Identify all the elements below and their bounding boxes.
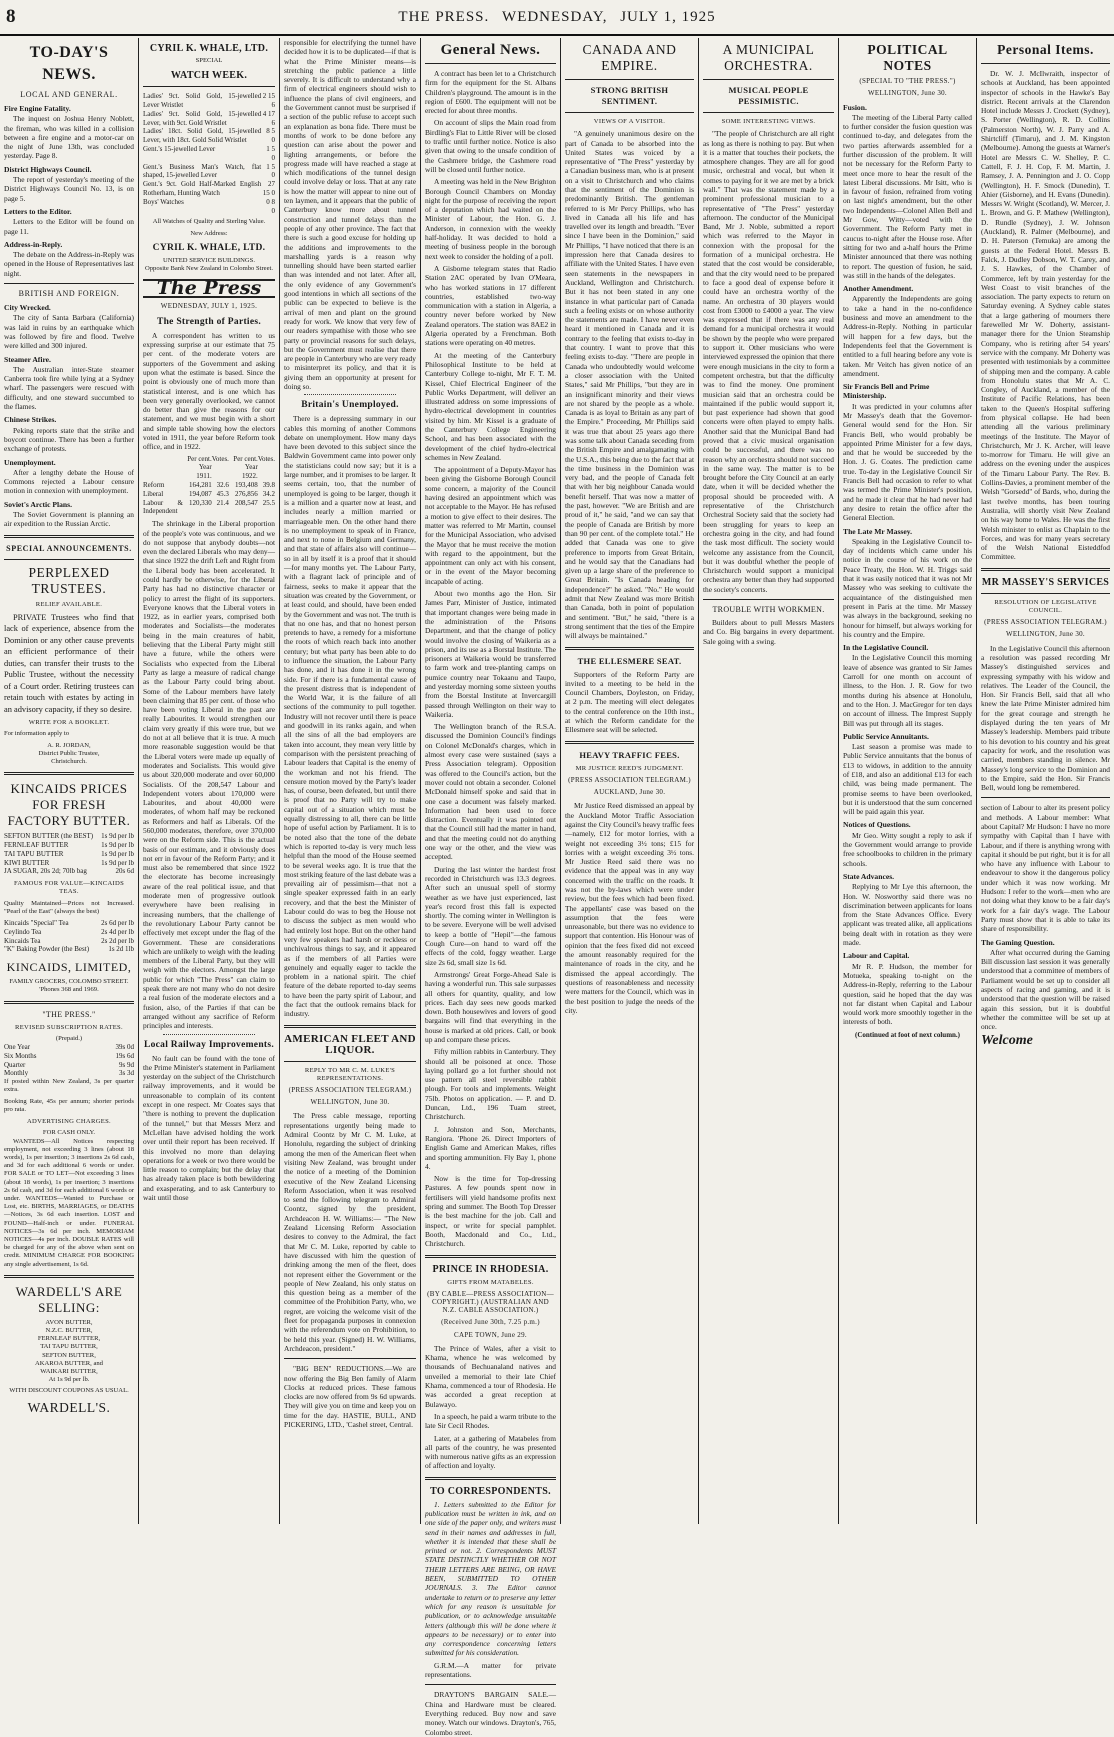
railway-continued: responsible for electrifying the tunnel have decided how it is to be duplicated—if that is what the Prime Minister means—is stretching the public patience a little severely. It is difficult to understand why a firm of electrical engineers should wish to influence the plans of civil engineers, and the Government cannot must be surprised if a section of the public refuse to accept such an explanation as bona fide. There must be months of work to be done before any question can arise about the power and lighting arrangements, or before the progress made will have reached a stage at which modifications of the tunnel design could involve delay or loss. That at any rate is how the matter will appear to nine out of ten laymen, and it appears that the public of Canterbury know more about tunnel construction and tunnel delays than the people of any other province. The fact that there is such a good excuse for holding up the additions and improvements to the marshalling yards is a reason why tunnelling should have been started earlier than was intended and not later. After all, the only evidence of any Government's good intentions in which all sections of the public can be expected to believe is the arrival of men and plant on the ground ready for work. We know that very few of our readers sympathise with those who see party or provincial reasons for such delays, but the Government must realise that there are people in Canterbury who are very ready to misinterpret its policy, and that it is giving them an opportunity at present for doing so. xyxy=(284,38,416,391)
wardells-title: WARDELL'S ARE SELLING: xyxy=(15,1283,123,1315)
rhodesia-title: PRINCE IN RHODESIA. xyxy=(432,1263,549,1275)
foreign-news-list xyxy=(4,303,134,529)
watch-row-value: 4 17 6 xyxy=(262,109,275,127)
teas-note: Quality Maintained—Prices not Increased. "Pearl of the East" (always the best) xyxy=(4,899,134,915)
rate-row-value: 3s 3d xyxy=(119,1069,134,1078)
advertising-body: WANTEDS—All Notices respecting employment, not exceeding 3 lines (about 18 words), 1s per insertion; 3 insertions 2s 6d cash, and 3d for each additional 6 words or under. FOR SALE or TO LET—Not exceeding 3 lines (about 18 words), 1s per insertion; 3 insertions 2s 6d cash, and 3d for each additional 6 words or under. WANTEDS—Wanted to Purchase or Lost, etc. BIRTHS, MARRIAGES, or DEATHS—Notices, 3s 6d each insertion. LOST and FOUND—Half-inch or under. FUNERAL NOTICES—3s 6d per inch. MEMORIAM NOTICES—4s per inch. DOUBLE RATES will be charged for any of the above when sent on credit. MINIMUM CHARGE FOR BOOKING any single advertisement, 1s 6d. xyxy=(4,1137,134,1268)
correspondents-title: TO CORRESPONDENTS. xyxy=(430,1485,551,1497)
leader-paragraph-1: A correspondent has written to us expressing surprise at our estimate that 75 per cent. of the moderate voters are supporters of the Government and asking upon what the estimate is based. Since the point is obviously one of much more than statistical interest, and is one which has been very generally overlooked, we cannot do better than give the reasons for our statement, and we must begin with a short and simple table showing how the electors voted in 1911, the year before Reform took office, and in 1922. xyxy=(143,330,275,452)
rate-row-value: 19s 6d xyxy=(115,1051,134,1060)
whale-name-2: CYRIL K. WHALE, LTD. xyxy=(152,242,266,253)
local-item-title: Fire Engine Fatality. xyxy=(4,104,71,113)
butter-row-label: KIWI BUTTER xyxy=(4,858,50,867)
rate-row-label: Quarter xyxy=(4,1060,26,1069)
foreign-item-title: Chinese Strikes. xyxy=(4,415,57,425)
rates-prepaid: (Prepaid.) xyxy=(55,1034,83,1042)
write-booklet: WRITE FOR A BOOKLET. xyxy=(28,719,110,727)
local-item-title: Letters to the Editor. xyxy=(4,206,72,216)
election-header-cell: Votes. xyxy=(257,454,275,463)
fusion-title: Fusion. xyxy=(843,102,867,112)
butter-row-label: TAI TAPU BUTTER xyxy=(4,849,64,858)
drayton-ad: DRAYTON'S BARGAIN SALE.—China and Hardware must be cleared. Everything reduced. Buy now and save money. Watch our windows. Drayton's, 765, Colombo street. xyxy=(425,1690,556,1737)
election-row xyxy=(143,481,275,490)
tea-row xyxy=(4,945,134,954)
council-body: In the Legislative Council this morning leave of absence was granted to Sir James Carroll for one month on account of illness, to the Hon. J. R. Gow for two months during his absence at Honolulu, and to the Hon. J. MacGregor for ten days on account of illness. The Imprest Supply Bill was put through all its stages. xyxy=(843,653,972,728)
trouble-title: TROUBLE WITH WORKMEN. xyxy=(712,605,825,615)
column-6 xyxy=(698,38,838,1524)
watch-row-value: 27 15 0 xyxy=(262,180,275,197)
perplexed-trustees-title: PERPLEXED TRUSTEES. xyxy=(28,564,110,596)
late-massey-title: The Late Mr Massey. xyxy=(843,526,913,536)
rates-press-title: "THE PRESS." xyxy=(42,1009,96,1019)
butter-row-value: 20s 6d xyxy=(115,867,134,876)
butter-row xyxy=(4,832,134,841)
local-item-body: Letters to the Editor will be found on page 11. xyxy=(4,217,134,236)
labour-continued: section of Labour to alter its present policy and methods. A Labour member: What about Capital? Mr Hudson: I have no more sympathy with Capital than I have with Labour, and if there is anything wrong with capital it should be put right, but it is for all who have any influence with Labour to endeavour to show it the dangerous policy under which it was now working. Mr Hudson: I refer to the work—men who are not doing what they know to be a fair day's work for a fair day's wage. The Labour Party must show that it is able to take its share of responsibility. xyxy=(981,803,1110,934)
general-news-p2: On account of slips the Main road from Birdling's Flat to Little River will be closed to traffic until further notice. Notice is also given that owing to the unsafe condition of the Cashmere bridge, the Cashmere road will be closed until further notice. xyxy=(425,118,556,174)
general-news-p7: About two months ago the Hon. Sir James Parr, Minister of Justice, intimated that important changes were being made in the administration of the Prisons Department, and that the change of policy would involve the closing of Waikeria as a prison, and its use as a Borstal Institute. The prisoners at Waikeria would be transferred to farm work and tree-planting camps on pumice country near Tokaanu and Taupo, and yesterday morning some sixteen youths from the Borstal Institute at Invercargill passed through Wellington on their way to Waikeria. xyxy=(425,589,556,719)
butter-row-value: 1s 9d per lb xyxy=(101,832,134,841)
watch-row xyxy=(143,163,275,181)
wardells-item: FERNLEAF BUTTER, xyxy=(37,1335,101,1343)
butter-row xyxy=(4,841,134,850)
election-cell: 34.2 xyxy=(262,489,275,498)
fleet-agency: (PRESS ASSOCIATION TELEGRAM.) xyxy=(288,1085,412,1094)
tea-row-value: 2s 6d per lb xyxy=(101,919,134,928)
relief-available: RELIEF AVAILABLE. xyxy=(35,600,103,608)
whale-buildings: UNITED SERVICE BUILDINGS. xyxy=(163,256,255,264)
foreign-item-title: Steamer Afire. xyxy=(4,354,51,364)
canada-subheading: STRONG BRITISH SENTIMENT. xyxy=(590,85,669,106)
trouble-body: Builders about to pull Messrs Masters and Co. Big bargains in every department. Sale going with a swing. xyxy=(703,618,834,646)
butter-row-label: JA SUGAR, 20s 2d; 70lb bag xyxy=(4,867,87,876)
leader-title: The Strength of Parties. xyxy=(156,316,262,327)
orchestra-subheading: MUSICAL PEOPLE PESSIMISTIC. xyxy=(728,85,809,106)
orchestra-views: SOME INTERESTING VIEWS. xyxy=(721,118,816,125)
watch-row-value: 1 5 0 xyxy=(266,162,275,180)
subscription-rates-table xyxy=(4,1043,134,1078)
massey-services-body: In the Legislative Council this afternoon a resolution was passed recording Mr Massey's distinguished services and expressing sympathy with his widow and relatives. The Leader of the Council, the Hon. Sir Francis Bell, said that all who knew the late Prime Minister admired him for the great courage and strength he displayed during the ten years of Mr Massey's leadership. Members paid tribute to his devotion to his country and his great capacity for work, and the resolution was carried, members standing in silence. Mr Massey's long service to the Dominion and to the Empire, said the Hon. Sir Francis Bell, would long be remembered. xyxy=(981,643,1110,793)
column-3 xyxy=(279,38,420,1524)
watch-row xyxy=(143,198,275,216)
traffic-agency: (PRESS ASSOCIATION TELEGRAM.) xyxy=(568,775,691,784)
butter-row-value: 1s 9d per lb xyxy=(101,849,134,858)
massey-services-title: MR MASSEY'S SERVICES xyxy=(981,576,1110,588)
watch-row xyxy=(143,145,275,163)
general-news-p6: The appointment of a Deputy-Mayor has been giving the Gisborne Borough Council some concern, a majority of the Council having desired an appointment which was not acceptable to the Mayor. He has refused a motion to give effect to their desires. The matter was referred to Mr Martin, counsel for the Municipal Association, who advised the Mayor that he must receive the motion with regard to the appointment, but the appointment can only act with his consent, or in the event of the Mayor becoming incapable of acting. xyxy=(425,465,556,586)
rhodesia-subtitle: GIFTS FROM MATABELES. xyxy=(447,1278,534,1286)
political-agency: (SPECIAL TO "THE PRESS.") xyxy=(859,77,956,85)
correspondents-gr: G.R.M.—A matter for private representations. xyxy=(425,1660,556,1680)
butter-row-label: SEFTON BUTTER (the BEST) xyxy=(4,832,94,841)
weekday: WEDNESDAY, xyxy=(502,9,608,25)
tea-row-value: 2s 2d per lb xyxy=(101,936,134,945)
kincaids-limited: KINCAIDS, LIMITED, xyxy=(6,960,132,975)
foreign-item-body: The Australian inter-State steamer Canberra took fire while lying at a Sydney wharf. The passengers were rescued with difficulty, and one steward succumbed to the flames. xyxy=(4,364,134,412)
watch-row xyxy=(143,110,275,128)
teas-heading: FAMOUS FOR VALUE—KINCAIDS TEAS. xyxy=(13,880,125,896)
general-news-p12: J. Johnston and Son, Merchants, Rangiora. 'Phone 26. Direct Importers of English Game and American Makes, rifles and sporting ammunition. Fly Bay 1, phone 4. xyxy=(425,1124,556,1171)
column-4 xyxy=(420,38,560,1737)
watch-row-value: 0 8 0 xyxy=(266,197,275,215)
tea-row-label: Kincaids Tea xyxy=(4,936,41,945)
rate-row xyxy=(4,1052,134,1061)
bell-body: It was predicted in your columns after Mr Massey's death that the Governor-General would send for the Hon. Sir Francis Bell, who would probably be appointed Prime Minister for a few days, and that he would be succeeded by the Hon. J. G. Coates. The prediction came true. To-day in the Legislative Council Sir Francis Bell had occasion to refer to what was termed the Prime Minister's position, and he made it clear that he had never had any desire to retain the office after the General Election. xyxy=(843,401,972,523)
state-advances-title: State Advances. xyxy=(843,871,895,881)
wardells-item: AKAROA BUTTER, and xyxy=(35,1359,103,1367)
rate-row-value: 9s 9d xyxy=(119,1060,134,1069)
wardells-list xyxy=(4,1319,134,1385)
watch-row-value: 8 5 0 xyxy=(266,127,275,145)
traffic-subtitle: MR JUSTICE REED'S JUDGMENT. xyxy=(575,764,684,772)
council-title: In the Legislative Council. xyxy=(843,643,929,653)
general-news-p1: A contract has been let to a Christchurch firm for the equipment for the St. Albans Children's playground. The amount is in the region of £600. The equipment will not be erected for about three months. xyxy=(425,69,556,116)
info-apply: For information apply to xyxy=(4,730,70,738)
notices-title: Notices of Questions. xyxy=(843,820,911,830)
continued-note: (Continued at foot of next column.) xyxy=(855,1030,960,1039)
watch-row xyxy=(143,92,275,110)
massey-agency: (PRESS ASSOCIATION TELEGRAM.) xyxy=(984,618,1107,627)
watch-row-label: Gent.'s 15-jewelled Lever xyxy=(143,144,216,153)
special-announcements-heading: SPECIAL ANNOUNCEMENTS. xyxy=(6,543,132,553)
wardells-sign: WARDELL'S. xyxy=(27,1399,111,1415)
foreign-item-body: The city of Santa Barbara (California) was laid in ruins by an earthquake which was followed by fire and flood. Twelve were killed and 300 injured. xyxy=(4,313,134,351)
election-cell: 32.6 xyxy=(216,481,229,490)
unemployed-title: Britain's Unemployed. xyxy=(301,400,399,411)
watch-row xyxy=(143,180,275,198)
masthead xyxy=(0,0,1114,36)
canada-body: "A genuinely unanimous desire on the part of Canada to be absorbed into the United States was voiced by a representative of "The Press" yesterday by a Canadian business man, who is at present on a visit to Christchurch and who claims that the sentiment of the Dominion is predominantly British. The gentleman referred to is Mr Percy Phillips, who has lived in Canada all his life and has travelled over its length and breadth. "Ever since I have been in the Dominion," said Mr Phillips, "I have noticed that there is an impression here that Canada desires to affiliate with the United States. I have even seen statements in the newspapers in Auckland, Wellington and Christchurch. But it has not been stated in any one instance in what particular part of Canada such a feeling exists or on whose authority the statements are made. I have never even heard it mentioned in Canada and it is contrary to the feeling that exists to-day in that country. I want to prove that this feeling exists to-day. "There are people in Canada who undoubtedly would welcome a closer association with the United States," said Mr Phillips, "but they are in an insignificant minority and their views are not shared by the people as a whole. Canada is as loyal to Britain as any part of the Empire." Proceeding, Mr Phillips said it was true that about 25 years ago there was some talk about Canada seceding from the British Empire and amalgamating with the U.S.A., this being due to the fact that at the time business in the Dominion was very bad, and the people of Canada felt that with her big neighbour Canada would benefit herself. That was now a matter of the past, however. "We are British and are proud of it," he said, "and we can say that the people of Canada are British by more than 90 per cent. of the complete total." He added that Canada was one to give preference to imports from Great Britain, and he would say that the Canadians had given up a large share of the preference to Great Britain. "Is Canada heading for independence?" he asked. "No." He would admit that New Zealand was more British than Canada, both in point of population and sentiment. "But," he said, "there is a strong sentiment that the ties of the Empire will always be maintained." xyxy=(565,129,694,641)
tea-row-label: Kincaids "Special" Tea xyxy=(4,919,69,928)
trustee-name: A. R. JORDAN, xyxy=(47,741,91,749)
general-news-p9: During the last winter the hardest frost recorded in Christchurch was 13.3 degrees. After such an unusual spell of stormy weather as we have just experienced, last year's record frost this fall is expected shortly. The coming winter in Wellington is to be severe. Everyone will be well advised to keep a bottle of "Hepil"—the famous Cough Cure—on hand to ward off the effects of the cold, foggy weather. Large size 2s 6d, small size 1s 6d. xyxy=(425,864,556,967)
another-amendment-title: Another Amendment. xyxy=(843,284,914,294)
political-dateline: WELLINGTON, June 30. xyxy=(868,89,947,98)
rate-row xyxy=(4,1043,134,1052)
canada-heading: CANADA AND EMPIRE. xyxy=(582,42,677,73)
kincaids-phones: 'Phones 368 and 1969. xyxy=(39,986,99,994)
election-cell: 164,281 xyxy=(188,481,212,490)
tea-row xyxy=(4,928,134,937)
page-number: 8 xyxy=(6,6,16,27)
watch-row-label: Boys' Watches xyxy=(143,197,184,206)
labour-capital-body: Mr R. P. Hudson, the member for Motueka, speaking to-night on the Address-in-Reply, referring to the Labour question, said he hoped that the day was not far distant when Capital and Labour would work more smoothly together in the interests of both. xyxy=(843,961,972,1027)
election-header-cell: Per cent. Year 1911. xyxy=(187,454,212,481)
gaming-body: After what occurred during the Gaming Bill discussion last session it was generally understood that a committee of members of Parliament would be set up to consider all aspects of racing and gaming, and it is understood that the question will be raised again this session, but it is doubtful whether the committee will be set up at once. xyxy=(981,947,1110,1032)
watch-price-table xyxy=(143,92,275,215)
paper-name: THE PRESS. xyxy=(398,9,490,25)
advertising-heading: ADVERTISING CHARGES. xyxy=(27,1118,111,1126)
canada-views: VIEWS OF A VISITOR. xyxy=(593,118,666,125)
wardells-item: TAI TAPU BUTTER, xyxy=(40,1343,98,1351)
local-news-list xyxy=(4,104,134,278)
trustee-city: Christchurch. xyxy=(51,758,87,766)
tea-row-label: "K" Baking Powder (the Best) xyxy=(4,945,90,954)
ellesmere-body: Supporters of the Reform Party are invited to a meeting to be held in the Council Chambers, Doyleston, on Friday, at 2 p.m. The meeting will elect delegates to the central conference on the 10th inst., at which the Reform candidate for the Ellesmere seat will be selected. xyxy=(565,669,694,735)
foreign-item-body: After a lengthy debate the House of Commons rejected a Labour censure motion in connexion with unemployment. xyxy=(4,467,134,496)
column-1 xyxy=(0,38,138,1524)
election-cell: 39.8 xyxy=(262,481,275,490)
general-news-heading: General News. xyxy=(440,42,541,58)
election-cell: Liberal xyxy=(143,489,164,498)
whale-special: SPECIAL xyxy=(195,57,223,64)
watch-row-label: Ladies' 18ct. Solid Gold, 15-jewelled Lever, with 18ct. Gold Solid Wristlet xyxy=(143,127,262,145)
rate-row-label: Monthly xyxy=(4,1069,29,1078)
notices-body: Mr Geo. Witty sought a reply to ask if the Government would arrange to provide free schoolbooks to children in the primary schools. xyxy=(843,830,972,868)
labour-capital-title: Labour and Capital. xyxy=(843,951,910,961)
election-cell: 21.4 xyxy=(216,498,229,507)
traffic-body: Mr Justice Reed dismissed an appeal by the Auckland Motor Traffic Association against the City Council's heavy traffic fees—namely, £12 for motor lorries, with a weight not exceeding 3½ tons; £15 for lorries with a weight exceeding 3½ tons. Mr Justice Reed said there was no evidence that the appeal was in any way concerned with the traffic on the roads. It was not the by-laws which were under review, but the fees which had been fixed. The appellants' case was based on the assumption that the fees were unreasonable, but there was no evidence to support that contention. His Honour was of opinion that the fees fixed did not exceed the amount reasonably required for the maintenance of roads in the city, and he dismissed the appeal accordingly. The questions of reasonableness and necessity were matters for the Council, which was in the best position to judge the needs of the city. xyxy=(565,801,694,1015)
another-amendment-body: Apparently the Independents are going to take a hand in the no-confidence business and move an amendment to the Address-in-Reply. Nothing in particular will happen for a few days, but the Independents feel that the Government is entitled to a full hearing before any vote is taken. Mr Veitch has given notice of an amendment. xyxy=(843,294,972,378)
personal-items-heading: Personal Items. xyxy=(997,42,1094,57)
rates-heading: REVISED SUBSCRIPTION RATES. xyxy=(15,1023,123,1031)
election-cell: 120,330 xyxy=(188,498,212,507)
fleet-title: AMERICAN FLEET AND LIQUOR. xyxy=(284,1032,416,1056)
masthead-title xyxy=(0,9,1114,26)
tea-row-value: 2s 4d per lb xyxy=(101,927,134,936)
tea-row-value: 1s 2d 1lb xyxy=(108,945,134,954)
election-cell: 194,087 xyxy=(188,489,212,498)
foreign-item-body: Peking reports state that the strike and boycott continue. There has been a further exchange of protests. xyxy=(4,425,134,454)
traffic-title: HEAVY TRAFFIC FEES. xyxy=(579,749,680,760)
general-news-p11: Fifty million rabbits in Canterbury. They should all be poisoned at once. Those laying pollard go a lot further should not use pattern all steel reversible rabbit plough. For tools and implements. Weight 75lb. Photos on application. — P. and D. Duncan, Ltd., 196 Tuam street, Christchurch. xyxy=(425,1047,556,1122)
late-massey-body: Speaking in the Legislative Council to-day of incidents which came under his notice in the course of his work on the Peace Treaty, the Hon. W. H. Triggs said that it was easily noticed that it was not Mr Massey who was seeking to cultivate the acquaintance of the distinguished men present in Paris at the time. Mr Massey was always in the background, seeking no honour for himself, but always working for his country and the Empire. xyxy=(843,536,972,639)
tea-row-label: Ceylindo Tea xyxy=(4,927,42,936)
watch-row-label: Gent.'s Business Man's Watch, flat shaped, 15-jewelled Lever xyxy=(143,162,262,180)
big-ben-ad: "BIG BEN" REDUCTIONS.—We are now offering the Big Ben family of Alarm Clocks at reduced prices. These famous clocks are now offered from 9s 6d upwards. They will give you on time and keep you on time for the day. HASTIE, BULL, AND PICKERING, LTD., 'Cashel street, Central. xyxy=(284,1364,416,1429)
foreign-item-title: City Wrecked. xyxy=(4,303,51,313)
gaming-title: The Gaming Question. xyxy=(981,937,1055,947)
watch-row-label: Gent.'s 9ct. Gold Half-Marked English Rotherham, Hunting Watch xyxy=(143,180,262,197)
column-8 xyxy=(976,38,1114,1524)
butter-price-table xyxy=(4,832,134,876)
general-news-p3: A meeting was held in the New Brighton Borough Council Chambers on Monday night for the purpose of receiving the report of a deputation which had waited on the Minister of Labour, the Hon. G. J. Anderson, in connexion with the weekly half-holiday. It was decided to hold a meeting of business people in the borough next week to consider the holding of a poll. xyxy=(425,177,556,261)
orchestra-heading: A MUNICIPAL ORCHESTRA. xyxy=(722,42,815,73)
rates-posted: If posted within New Zealand, 3s per quarter extra. xyxy=(4,1078,134,1094)
kincaids-address: FAMILY GROCERS, COLOMBO STREET. xyxy=(9,978,129,986)
election-cell: Reform xyxy=(143,481,165,490)
tea-row xyxy=(4,937,134,946)
watch-row-label: Ladies' 9ct. Solid Gold, 15-jewelled Lever, with 9ct. Gold Wristlet xyxy=(143,109,262,127)
whale-title: CYRIL K. WHALE, LTD. xyxy=(149,43,269,54)
traffic-dateline: AUCKLAND, June 30. xyxy=(593,788,666,797)
general-news-p5: At the meeting of the Canterbury Philosophical Institute to be held at Canterbury College to-night, Mr F. T. M. Kissel, Chief Electrical Engineer of the Public Works Department, will deliver an illustrated address on some impressions of hydro-electrical development in countries visited by him. Mr Kissel is a graduate of the Canterbury College Engineering School, and has been associated with the development of the chief hydro-electrical schemes in New Zealand. xyxy=(425,350,556,462)
election-row xyxy=(143,499,275,517)
butter-row-label: FERNLEAF BUTTER xyxy=(4,841,69,850)
watch-row-value: 2 15 6 xyxy=(262,92,275,109)
wardells-item: WAIKARI BUTTER, xyxy=(40,1367,98,1375)
election-table-header xyxy=(143,455,275,481)
british-foreign-heading: BRITISH AND FOREIGN. xyxy=(18,289,120,299)
election-cell: Labour & Independent xyxy=(143,498,183,516)
rhodesia-p3: Later, at a gathering of Matabeles from all parts of the country, he was presented with numerous native gifts as an expression of affection and loyalty. xyxy=(425,1433,556,1471)
butter-row xyxy=(4,859,134,868)
rhodesia-p2: In a speech, he paid a warm tribute to the late Sir Cecil Rhodes. xyxy=(425,1411,556,1431)
cash-only: FOR CASH ONLY. xyxy=(42,1129,96,1137)
ellesmere-title: THE ELLESMERE SEAT. xyxy=(577,655,682,666)
wardells-item: At 1s 9d per lb. xyxy=(48,1376,90,1384)
column-5 xyxy=(560,38,698,1524)
massey-dateline: WELLINGTON, June 30. xyxy=(1006,630,1085,639)
public-service-body: Last season a promise was made to Public Service annuitants that the bonus of £13 to widows, in addition to the annuity of £18, and also an additional £13 for each child, was being made permanent. The promise seems to have been overlooked, but it is understood that the sum concerned will be paid again this year. xyxy=(843,742,972,817)
election-header-cell xyxy=(143,455,183,481)
election-cell: 193,408 xyxy=(235,481,258,490)
fleet-body: The Press cable message, reporting representations urgently being made to Admiral Coontz by Mr C. M. Luke, at Honolulu, regarding the subject of drinking among the men of the American fleet when visiting New Zealand, was brought under the notice of a meeting of the Dominion executive of the New Zealand Licensing Reform Association, when it was resolved to send the following telegram to Admiral Coontz, signed by the president, Archdeacon H. W. Williams:— "The New Zealand Licensing Reform Association desires to convey to the Admiral, the fact that Mr C. M. Luke, reported by cable to have discussed with him the question of drinking among the men of the fleet, does not represent either the Government or the people of New Zealand, his only status on this question being as a member of the committee of the Prohibition Party, who, we regret, are voicing the welcome visit of the fleet for propaganda purposes in connexion with the referendum vote on Prohibition, to be held this year. (Signed) H. W. Williams, Archdeacon, president." xyxy=(284,1111,416,1353)
state-advances-body: Replying to Mr Lye this afternoon, the Hon. W. Nosworthy said there was no discrimination between applicants for loans from the State Advances Office. Every applicant was treated alike, all applications being dealt with in rotation as they were made. xyxy=(843,882,972,948)
unemployed-body: There is a depressing summary in our cables this morning of another Commons debate on unemployment. How many days have been devoted to this subject since the Baldwin Government came into power only the statisticians could now say; but it is a large number, and it promises to be larger. It seems certain, too, that the number of unemployed is going to be larger, though it is a million and a quarter now at least, and includes nearly a million married or marriageable men. On the other hand there is no unemployment to speak of in France, and next to none in Belgium and Germany, and that state of affairs also will continue—so in all by itself it is a proof that it should—for many months yet. The Labour Party, with a flagrant lack of principle and of fairness, seeks to make it appear that the situation was created by the Government, or at least could, and should, have been ended by the Government and was not. The truth is that no one has, and that no honest person pretends to have, a remedy for a misfortune the roots of which reach back into another century; but what party has been able to do to influence the situation, the Labour Party has done, and it has done it in the wrong side. For if there is a fundamental cause of the present distress that is independent of the World War, it is the failure of all sections of the community to pull together. Industry will not recover until there is peace and goodwill in its ranks again, and when all the sins of all the bad employers are taken into account, they mean very little by comparison with the persistent preaching of Labour leaders that Capital is the enemy of the workman and not his friend. The censure motion moved by the Party's leader has, of course, been defeated, but until there is proof that no Party will try to make capital out of a situation which must be equally distressing to all, there can be little hope of useful action by Parliament. It is to be noted also that the tone of the debate which is reported to-day is very much less helpful than the mood of the House seemed to be several weeks ago. It is true that the most striking feature of the last debate was a prevailing air of pessimism—that not a single speaker expressed faith in an early recovery, and that the best the Minister of Labour could do was to beg the House not to discuss the subject as men would who had entirely lost hope. But on the other hand very few speakers had harsh or reckless or unchivalrous things to say, and it appeared as if the members of all Parties were genuinely and equally eager to tackle the problem in a national spirit. The chief feature of the debate reported to-day seems to have been the party spirit of Labour, and the fact that the outlook remains black for industry. xyxy=(284,414,416,1019)
rate-row xyxy=(4,1061,134,1070)
fleet-dateline: WELLINGTON, June 30. xyxy=(310,1098,390,1107)
welcome-footer: Welcome xyxy=(981,1032,1033,1048)
perplexed-body: PRIVATE Trustees who find that lack of experience, absence from the Dominion or any other cause prevents an efficient performance of their duties, can transfer their trusts to the Public Trustee, without the necessity of a Court order. Retiring trustees can retain touch with estates by acting in an advisory capacity, if they so desire. xyxy=(4,612,134,714)
local-item-title: Address-in-Reply. xyxy=(4,239,63,249)
press-banner: The Press xyxy=(143,279,275,298)
railway-body: No fault can be found with the tone of the Prime Minister's statement in Parliament yesterday on the subject of the Christchurch railway improvements, and it would be unreasonable to complain of its content except in one respect. Mr Coates says that "there is nothing to prevent the duplication of the tunnel," but that Messrs Merz and McLellan have advised holding the work over until their report has been received. If this involved no more than delaying operations for a week or two there would be little reason to complain; but the delay that has already taken place is both bewildering and exasperating, and to ask Canterbury to wait until those xyxy=(143,1053,275,1202)
foreign-item-title: Unemployment. xyxy=(4,457,56,467)
rates-booking: Booking Rate, 45s per annum; shorter periods pro rata. xyxy=(4,1097,134,1113)
whale-opposite: Opposite Bank New Zealand in Colombo Street. xyxy=(144,264,273,272)
general-news-p4: A Gisborne telegram states that Radio Station 2AC operated by Ivan O'Meara, who has worked stations in 17 different countries, established two-way communication with a station in Algeria, a country never before worked by New Zealand operators. The station was 8AE2 in Algeria operated by a Frenchman. Both stations were operating on 40 metres. xyxy=(425,263,556,348)
column-7 xyxy=(838,38,976,1524)
tea-row xyxy=(4,919,134,928)
rate-row xyxy=(4,1069,134,1078)
watch-row xyxy=(143,127,275,145)
general-news-p10: Armstrongs' Great Forge-Ahead Sale is having a wonderful run. This sale surpasses all others for quantity, quality, and low prices. Each day sees new goods marked down. Both housewives and lovers of good bargains will find that everything in the house is marked at old prices. Call, or book up and compare these prices. xyxy=(425,969,556,1044)
issue-date: JULY 1, 1925 xyxy=(620,9,716,25)
watch-row-label: Ladies' 9ct. Solid Gold, 15-jewelled Lever Wristlet xyxy=(143,92,262,109)
political-notes-heading: POLITICAL NOTES xyxy=(867,42,948,73)
orchestra-body: "The people of Christchurch are all right as long as there is nothing to pay. But when it is a matter that touches their pockets, the atmosphere changes. They are all for good music, orchestral and vocal, but when it comes to paying for it we are met by a brick wall." That was the statement made by a prominent professional musician to a representative of "The Press" yesterday afternoon. The conductor of the Municipal Band, Mr J. Noble, submitted a report which was referred to the Mayor in connexion with the proposal for the formation of a municipal orchestra. He stated that the cost would be considerable, and that the city would need to be prepared to face a good deal of expense before it could have an orchestra worthy of the name. An orchestra of 30 players would cost from £3000 to £4000 a year. The view was expressed that if there was any real demand for a municipal orchestra it would be shown by the people who were prepared to support it. Other musicians who were interviewed expressed the opinion that there were enough musicians in the city to form a competent orchestra, but that the difficulty was to find the money. One prominent musician said that an orchestra could be maintained if the public would support it, but past experience had shown that good concerts were often played to empty halls. Another said that the Municipal Band had proved that a civic musical organisation could be successful, and there was no reason why an orchestra should not succeed in the same way. The matter is to be brought before the City Council at an early date, when it will be decided whether the proposal should be proceeded with. A representative of the Christchurch Orchestral Society said that the society had been struggling for years to keep an orchestra going in the city, and had found the task most difficult. The society would welcome any assistance from the Council, but it was doubtful whether the people of Christchurch would support a municipal orchestra any better than they had supported the society's concerts. xyxy=(703,129,834,594)
butter-row xyxy=(4,867,134,876)
election-cell: 25.5 xyxy=(262,498,275,507)
bell-title: Sir Francis Bell and Prime Ministership. xyxy=(843,382,930,401)
watch-note: All Watches of Quality and Sterling Value. xyxy=(152,218,266,226)
tea-price-table xyxy=(4,919,134,954)
leader-date: WEDNESDAY, JULY 1, 1925. xyxy=(160,302,258,311)
election-cell: 208,547 xyxy=(235,498,258,507)
column-2 xyxy=(138,38,279,1524)
railway-title: Local Railway Improvements. xyxy=(143,1039,275,1050)
butter-row-value: 1s 9d per lb xyxy=(101,841,134,850)
trustee-role: District Public Trustee, xyxy=(38,749,100,757)
general-news-p8: The Wellington branch of the R.S.A. discussed the Dominion Council's findings on Colonel McDonald's charges, which in almost every case were sustained (says a Press Association telegram). Opposition was offered to the Council's action, but the mover could not obtain a seconder. Colonel McDonald himself spoke and said that in one case a document was falsely marked. Information had been used to force distraction. Eventually it was pointed out that the Council still had the matter in hand, and that the meeting could not do anything one way or the other, and the view was accepted. xyxy=(425,722,556,862)
local-item-body: The inquest on Joshua Henry Noblett, the fireman, who was killed in a collision between a fire engine and a motor-car on the night of June 13th, was concluded yesterday. Page 8. xyxy=(4,114,134,161)
election-cell: 45.3 xyxy=(216,489,229,498)
election-cell: 276,856 xyxy=(235,489,258,498)
new-address: New Address: xyxy=(190,229,228,237)
todays-news-heading: TO-DAY'S NEWS. xyxy=(29,44,109,83)
rate-row-label: One Year xyxy=(4,1043,31,1052)
election-row xyxy=(143,490,275,499)
foreign-item-body: The Soviet Government is planning an air expedition to the Russian Arctic. xyxy=(4,509,134,529)
local-general-heading: LOCAL AND GENERAL. xyxy=(20,90,118,99)
butter-row xyxy=(4,850,134,859)
local-item-body: The debate on the Address-in-Reply was opened in the House of Representatives last night. xyxy=(4,250,134,278)
wardells-discount: WITH DISCOUNT COUPONS AS USUAL. xyxy=(9,1387,129,1395)
local-item-body: The report of yesterday's meeting of the District Highways Council No. 13, is on page 5. xyxy=(4,175,134,203)
rate-row-value: 39s 0d xyxy=(115,1043,134,1052)
local-item-title: District Highways Council. xyxy=(4,164,92,174)
wardells-item: N.Z.C. BUTTER, xyxy=(45,1326,93,1334)
wardells-item: AVON BUTTER, xyxy=(45,1318,93,1326)
rhodesia-dateline: CAPE TOWN, June 29. xyxy=(454,1330,527,1339)
watch-row-value: 1 5 0 xyxy=(266,144,275,162)
massey-services-subtitle: RESOLUTION OF LEGISLATIVE COUNCIL. xyxy=(994,598,1097,614)
wardells-item: SEFTON BUTTER, xyxy=(42,1351,96,1359)
whale-watch-week: WATCH WEEK. xyxy=(170,70,248,82)
fleet-subtitle: REPLY TO MR C. M. LUKE'S REPRESENTATIONS. xyxy=(304,1066,396,1082)
rhodesia-agency: (BY CABLE—PRESS ASSOCIATION—COPYRIGHT.) (AUSTRALIAN AND N.Z. CABLE ASSOCIATION.) xyxy=(427,1289,554,1315)
rhodesia-p1: The Prince of Wales, after a visit to Khama, whence he was welcomed by thousands of Bechuanaland natives and unveiled a memorial to their late Chief Khama, commenced a tour of Rhodesia. He was accorded a great reception at Bulawayo. xyxy=(425,1343,556,1409)
election-header-cell: Per cent. Year 1922. xyxy=(233,454,258,481)
leader-paragraph-2: The shrinkage in the Liberal proportion of the people's vote was continuous, and we do not suppose that anybody doubts—not even the declared Liberals who may deny—that since 1922 the drift Left and Right from the Liberal body has been accelerated. It could hardly be otherwise, for the Liberal Party has had no distinctive character or policy to arrest the flight of its supporters. Everyone knows that the Liberal voters in 1922, as in earlier years, comprised both moderates and Socialists—the moderates being in the main creatures of habit, believing that the Liberal Party might still have a future, while the others were Socialists who expected from the Liberal Party as large a measure of radical change as the Labour Party could bring about. Some of the Labour members have lately been claiming that 85 per cent. of those who have been voting Liberal in the past are really Labourites. It would strengthen our claim very greatly if this were true, but we do not at all believe that it is true. A much more reasonable suggestion would be that the Liberal voters were made up equally of moderates and Socialists. This would give us about 320,000 moderate and over 60,000 Socialists. Of the 208,547 Labour and Independent voters about 170,000 were Labourites, and about 40,000 were moderates, of whom half may be reckoned as Reformers and half as Liberals. Of the 560,000 moderates, therefore, over 370,000 were on the Reform side. This is the actual basis of our estimate, and it obviously does not err in favour of the Reform Party; and it must also be remembered that since 1922 the electorate has become increasingly aware of the real political issue, and that moderate men of progressive outlook everywhere have been realising in increasing numbers, that the challenge of the revolutionary Labour Party cannot be effectively met except under the flag of the Government. These are considerations which are unlikely to weigh with the leading members of the Liberal Party, but they will weigh with the electors. Amongst the large public for which "The Press" can claim to speak there are not many who do not desire a real fusion of the moderate electors and a fusion, also, of the Parties if that can be arranged without any sacrifice of Reform principles and interests. xyxy=(143,519,275,1031)
public-service-title: Public Service Annuitants. xyxy=(843,731,929,741)
correspondents-rules: 1. Letters submitted to the Editor for publication must be written in ink, and on one side of the paper only, and writers must send in their names and addresses in full, whether it is intended that these shall be printed or not. 2. Correspondents MUST STATE DISTINCTLY WHETHER OR NOT THEIR LETTERS ARE BEING, OR HAVE BEEN, SUBMITTED TO OTHER JOURNALS. 3. The Editor cannot undertake to return or to preserve any letter which for any reason is unsuitable for publication, or to acknowledge unsuitable letters (although this will be done where it appears to be necessary) or to enter into any correspondence concerning letters submitted for his consideration. xyxy=(425,1499,556,1658)
election-header-cell: Votes. xyxy=(211,454,229,463)
butter-row-value: 1s 9d per lb xyxy=(101,858,134,867)
kincaids-title: KINCAIDS PRICES FOR FRESH FACTORY BUTTER. xyxy=(7,781,131,829)
rate-row-label: Six Months xyxy=(4,1051,37,1060)
foreign-item-title: Soviet's Arctic Plans. xyxy=(4,499,72,509)
rhodesia-received: (Received June 30th, 7.25 p.m.) xyxy=(441,1318,540,1327)
general-news-p13: Now is the time for Top-dressing Pastures. A few pounds spent now in fertilisers will yield handsome profits next spring and summer. The Booth Top Dresser is the best machine for the job. Call and inspect, or write for special pamphlet. Booth, Macdonald and Co., Ltd., Christchurch. xyxy=(425,1174,556,1249)
election-vote-table xyxy=(143,455,275,517)
fusion-body: The meeting of the Liberal Party called to further consider the fusion question was continued to-day, and delegates from the two parties afterwards assembled for a further discussion of the problem. It will not be necessary for the Reform Party to meet once more to hear the result of the latest Liberal discussions. Mr Isitt, who is in favour of fusion, refrained from voting on last night's amendment, but the other two Independents—Colonel Allen Bell and Mr Gow, Witty—voted with the Government. The Reform Party met in caucus to-night after the House rose. After sitting for two and a-half hours the Prime Minister announced that there was nothing to report. The question of fusion, he said, was still in the hands of the delegates. xyxy=(843,112,972,280)
personal-items-body: Dr. W. J. McIlwraith, inspector of schools at Auckland, has been appointed inspector of schools in the Hawke's Bay district. Recent arrivals at the Clarendon Hotel include Messrs J. Crockett (Sydney), S. Porter (Wellington), R. D. Collins (Palmerston North), W. J. Parry and A. Shirtcliff (Timaru), and J. M. Kingston (Melbourne). Among the guests at Warner's Hotel are Messrs C. W. Shelley, P. C. Cattell, F. J. H. Cop, F. M. Martin, J. Ramsey, J. A. Pennington and J. O. Copp (Wellington), H. F. Smock (Dunedin), T. Ahier (Gisborne), and H. Evans (Dunedin). Messrs W. Wright (Scotland), W. Mercer, J. L. Brown, and G. P. Mathew (Wellington), D. Rundle (Sydney), J. W. Johnson (Auckland), R. Palmer (Melbourne), and D. H. Paterson (Temuka) are among the guests at the Federal Hotel. Messrs B. Falck, J. Dudley Dobson, W. T. Carey, and J. S. Hawkes, of the Chamber of Commerce, left by train yesterday for the West Coast to visit branches of the association. The party expects to return on Saturday evening. A Sydney cable states that a large gathering of mourners there farewelled Mr W. Doherty, assistant-manager there for the Union Steamship Company, who is retiring after 54 years' service with the company. Mr Doherty was presented with testimonials by a committee of shipping men and the company. A cable from Honolulu states that Mr A. C. Congley, of Auckland, a member of the Institute of Pacific Relations, has been taken to the Queen's Hospital suffering from physical collapse. He had been attending all the various preliminary meetings of the Institute. The Mayor of Christchurch, Mr J. K. Archer, will leave to-morrow for Timaru. He will give an address on the evening under the auspices of the Timaru Labour Party. The Rev. B. Collins-Davies, a prominent member of the Welsh "Gorsedd" of Bards, who, during the last twelve months, has been touring Australia, will shortly visit New Zealand on his way home to Wales. He was the first Welsh minister to enlist as Chaplain to the Forces, and was for many years secretary of the Welsh National Eisteddfod Committee. xyxy=(981,69,1110,562)
